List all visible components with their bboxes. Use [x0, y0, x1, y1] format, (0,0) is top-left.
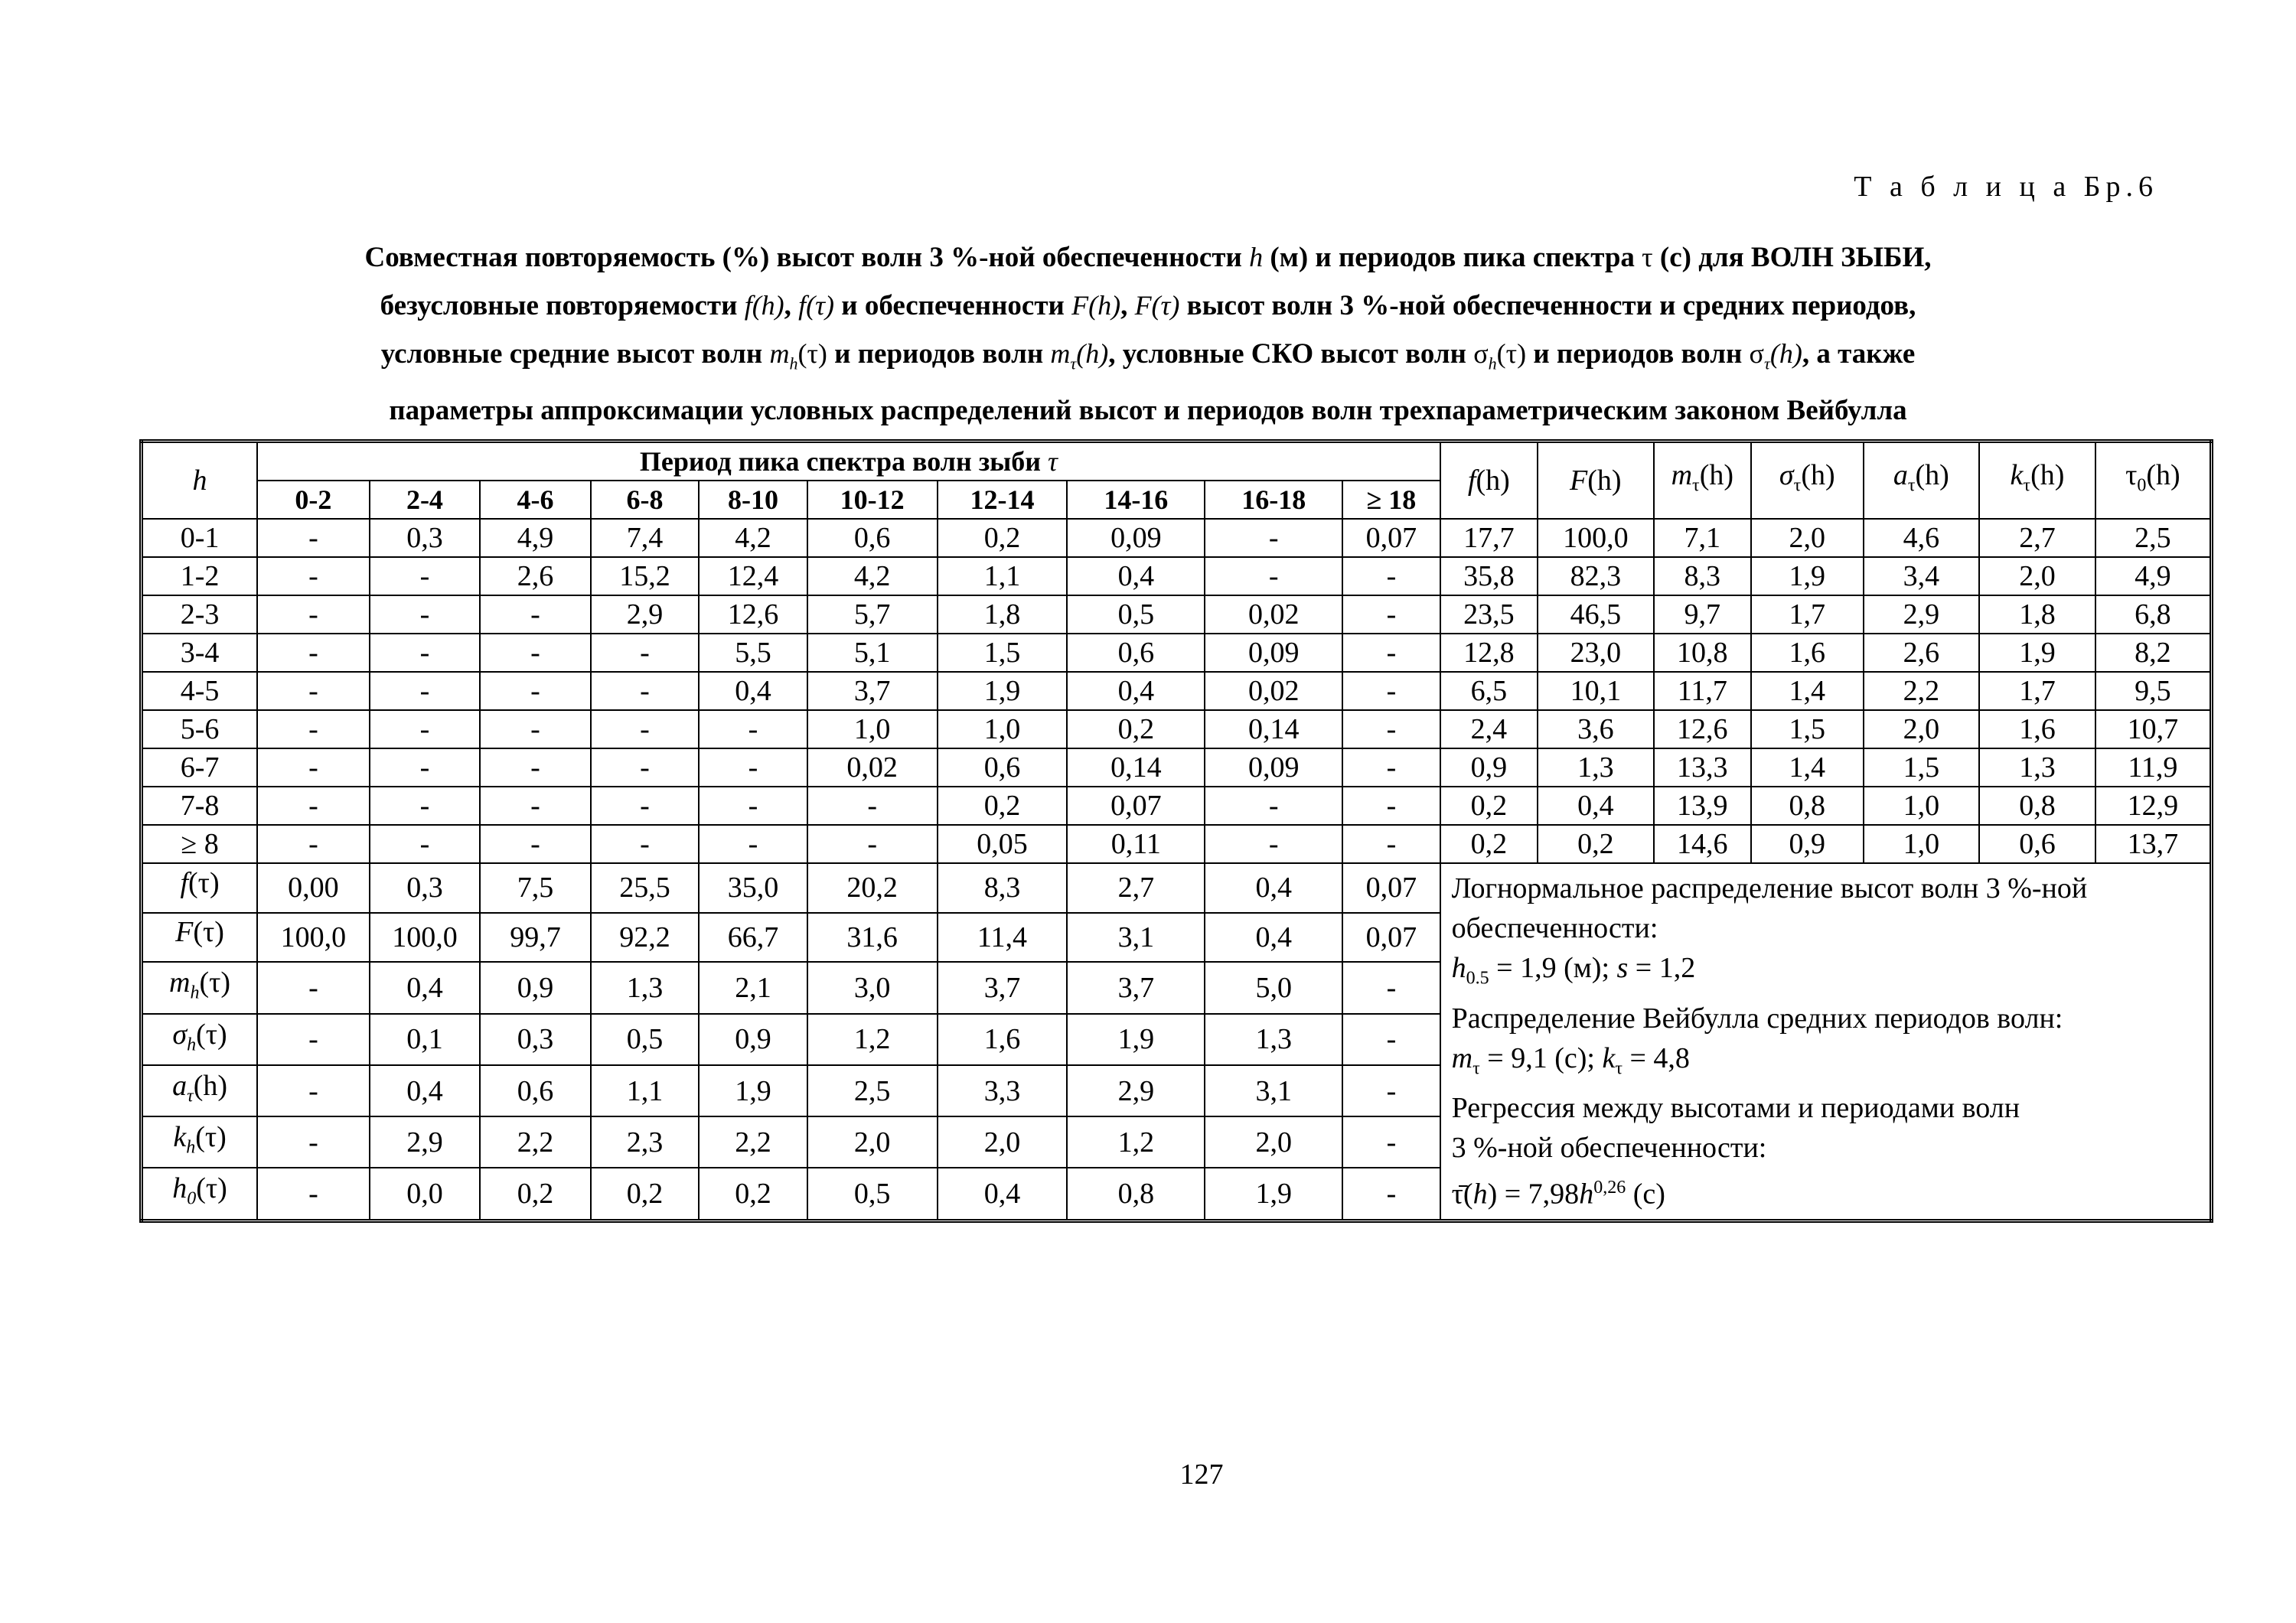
value-cell: 3,3: [938, 1065, 1068, 1116]
frequency-cell: 0,02: [1205, 672, 1342, 710]
frequency-cell: -: [1342, 787, 1440, 825]
statistic-cell: 9,7: [1654, 595, 1751, 634]
value-cell: 3,1: [1205, 1065, 1342, 1116]
frequency-cell: -: [480, 787, 591, 825]
frequency-cell: 1,9: [938, 672, 1068, 710]
frequency-cell: 2,6: [480, 557, 591, 595]
statistic-cell: 10,1: [1538, 672, 1654, 710]
table-row: [142, 825, 2212, 863]
statistic-cell: 3,6: [1538, 710, 1654, 748]
value-cell: 0,4: [370, 962, 481, 1013]
frequency-cell: -: [591, 634, 700, 672]
statistic-cell: 12,9: [2095, 787, 2212, 825]
frequency-cell: -: [591, 710, 700, 748]
value-cell: 3,7: [938, 962, 1068, 1013]
statistic-cell: 0,4: [1538, 787, 1654, 825]
frequency-cell: -: [1342, 825, 1440, 863]
statistic-cell: 10,7: [2095, 710, 2212, 748]
frequency-cell: 0,14: [1067, 748, 1205, 787]
statistic-cell: 7,1: [1654, 519, 1751, 557]
frequency-cell: -: [257, 519, 370, 557]
value-cell: 8,3: [938, 863, 1068, 913]
frequency-cell: 5,5: [699, 634, 807, 672]
frequency-cell: -: [1342, 748, 1440, 787]
frequency-cell: 0,6: [1067, 634, 1205, 672]
table-label: Т а б л и ц а Бр.6: [1854, 171, 2158, 203]
statistic-cell: 3,4: [1864, 557, 1980, 595]
frequency-cell: -: [1205, 557, 1342, 595]
frequency-cell: 0,6: [807, 519, 938, 557]
value-cell: 2,1: [699, 962, 807, 1013]
statistic-cell: 11,9: [2095, 748, 2212, 787]
statistic-cell: 6,8: [2095, 595, 2212, 634]
frequency-cell: -: [591, 787, 700, 825]
value-cell: 0,3: [370, 863, 481, 913]
statistic-cell: 0,9: [1751, 825, 1864, 863]
statistic-cell: 100,0: [1538, 519, 1654, 557]
period-column-header: 10-12: [807, 481, 938, 519]
frequency-cell: -: [699, 825, 807, 863]
statistic-cell: 23,5: [1440, 595, 1538, 634]
frequency-cell: 1,0: [807, 710, 938, 748]
caption-line-4: параметры аппроксимации условных распределений высот и периодов волн трехпараметрическим законом Вейбулла: [389, 395, 1907, 427]
table-row: [142, 672, 2212, 710]
frequency-cell: -: [257, 825, 370, 863]
right-header: $\tau_0(h)$: [2095, 442, 2212, 520]
statistic-cell: 2,6: [1864, 634, 1980, 672]
row-label-cell: $\sigma_h(\tau)$: [142, 1014, 258, 1065]
frequency-cell: 0,07: [1067, 787, 1205, 825]
frequency-cell: -: [1342, 672, 1440, 710]
frequency-cell: 2,9: [591, 595, 700, 634]
frequency-cell: -: [480, 710, 591, 748]
frequency-cell: -: [1342, 634, 1440, 672]
statistic-cell: 1,4: [1751, 748, 1864, 787]
frequency-cell: -: [807, 787, 938, 825]
value-cell: 0,4: [370, 1065, 481, 1116]
value-cell: 0,9: [480, 962, 591, 1013]
value-cell: 92,2: [591, 913, 700, 963]
frequency-cell: 4,2: [699, 519, 807, 557]
statistic-cell: 0,8: [1751, 787, 1864, 825]
frequency-cell: 0,02: [1205, 595, 1342, 634]
table-row: [142, 595, 2212, 634]
value-cell: 20,2: [807, 863, 938, 913]
frequency-cell: 15,2: [591, 557, 700, 595]
statistic-cell: 0,2: [1440, 825, 1538, 863]
statistic-cell: 12,6: [1654, 710, 1751, 748]
value-cell: 1,9: [1205, 1168, 1342, 1221]
statistic-cell: 0,6: [1979, 825, 2095, 863]
statistic-cell: 1,8: [1979, 595, 2095, 634]
table-row: [142, 787, 2212, 825]
frequency-cell: 1,5: [938, 634, 1068, 672]
value-cell: 1,2: [807, 1014, 938, 1065]
h-range-cell: 6-7: [142, 748, 258, 787]
value-cell: 0,1: [370, 1014, 481, 1065]
frequency-cell: 0,5: [1067, 595, 1205, 634]
frequency-cell: 0,02: [807, 748, 938, 787]
value-cell: 3,1: [1067, 913, 1205, 963]
frequency-cell: 0,2: [1067, 710, 1205, 748]
value-cell: 0,2: [591, 1168, 700, 1221]
statistic-cell: 1,5: [1864, 748, 1980, 787]
frequency-cell: -: [1342, 557, 1440, 595]
value-cell: 66,7: [699, 913, 807, 963]
statistic-cell: 0,2: [1440, 787, 1538, 825]
table-body: [142, 519, 2212, 1221]
table-row: [142, 557, 2212, 595]
statistic-cell: 23,0: [1538, 634, 1654, 672]
value-cell: 3,0: [807, 962, 938, 1013]
statistic-cell: 1,9: [1979, 634, 2095, 672]
frequency-cell: -: [370, 634, 481, 672]
distribution-note: Логнормальное распределение высот волн 3 %-ной обеспеченности: $h_{0.5} = 1,9$ (м); s = 1,2 Распределение Вейбулла средних периодов волн: $m_\tau = 9,1$ (с); $k_\tau = 4,8$ Регрессия между высотами и периодами волн 3 %-ной обеспеченности: τ̄(h) = $7,98h^{0,26}$ (с): [1440, 863, 2212, 1221]
h-header: h: [142, 442, 258, 520]
caption-line-1: Совместная повторяемость (%) высот волн 3 %-ной обеспеченности h (м) и периодов пика спектра τ (с) для ВОЛН ЗЫБИ,: [364, 242, 1932, 273]
statistic-cell: 0,9: [1440, 748, 1538, 787]
frequency-cell: -: [1205, 787, 1342, 825]
frequency-cell: 0,4: [699, 672, 807, 710]
frequency-cell: 0,3: [370, 519, 481, 557]
row-label-cell: $h_0(\tau)$: [142, 1168, 258, 1221]
period-column-header: 14-16: [1067, 481, 1205, 519]
table-row: [142, 634, 2212, 672]
frequency-cell: 0,09: [1067, 519, 1205, 557]
statistic-cell: 12,8: [1440, 634, 1538, 672]
value-cell: 1,3: [1205, 1014, 1342, 1065]
frequency-cell: 0,09: [1205, 748, 1342, 787]
value-cell: 35,0: [699, 863, 807, 913]
value-cell: 99,7: [480, 913, 591, 963]
frequency-cell: 0,07: [1342, 519, 1440, 557]
frequency-cell: -: [480, 825, 591, 863]
frequency-cell: -: [257, 557, 370, 595]
value-cell: 0,9: [699, 1014, 807, 1065]
statistic-cell: 13,7: [2095, 825, 2212, 863]
h-range-cell: 1-2: [142, 557, 258, 595]
frequency-cell: 1,8: [938, 595, 1068, 634]
row-label-cell: $a_\tau(h)$: [142, 1065, 258, 1116]
statistic-cell: 4,6: [1864, 519, 1980, 557]
table-caption: [115, 233, 2181, 435]
caption-line-2: безусловные повторяемости f(h), f(τ) и обеспеченности F(h), F(τ) высот волн 3 %-ной обеспеченности и средних периодов,: [380, 290, 1916, 321]
frequency-cell: -: [257, 634, 370, 672]
statistic-cell: 8,3: [1654, 557, 1751, 595]
frequency-cell: 12,4: [699, 557, 807, 595]
frequency-cell: 0,09: [1205, 634, 1342, 672]
frequency-cell: 4,2: [807, 557, 938, 595]
frequency-cell: 0,05: [938, 825, 1068, 863]
value-cell: 0,2: [480, 1168, 591, 1221]
statistic-cell: 1,9: [1751, 557, 1864, 595]
frequency-cell: 5,7: [807, 595, 938, 634]
frequency-cell: -: [480, 595, 591, 634]
period-column-header: 8-10: [699, 481, 807, 519]
frequency-cell: -: [591, 825, 700, 863]
value-cell: 11,4: [938, 913, 1068, 963]
statistic-cell: 46,5: [1538, 595, 1654, 634]
value-cell: 0,5: [807, 1168, 938, 1221]
value-cell: 100,0: [257, 913, 370, 963]
value-cell: 0,00: [257, 863, 370, 913]
statistic-cell: 10,8: [1654, 634, 1751, 672]
frequency-cell: 12,6: [699, 595, 807, 634]
value-cell: -: [257, 1065, 370, 1116]
statistic-cell: 11,7: [1654, 672, 1751, 710]
frequency-cell: 1,0: [938, 710, 1068, 748]
value-cell: 0,8: [1067, 1168, 1205, 1221]
frequency-cell: -: [257, 787, 370, 825]
h-range-cell: 3-4: [142, 634, 258, 672]
value-cell: 0,0: [370, 1168, 481, 1221]
value-cell: -: [1342, 1168, 1440, 1221]
value-cell: 2,3: [591, 1116, 700, 1168]
frequency-cell: -: [807, 825, 938, 863]
frequency-cell: -: [591, 748, 700, 787]
value-cell: 31,6: [807, 913, 938, 963]
value-cell: 1,9: [1067, 1014, 1205, 1065]
frequency-cell: 0,11: [1067, 825, 1205, 863]
value-cell: 2,9: [370, 1116, 481, 1168]
value-cell: 7,5: [480, 863, 591, 913]
statistic-cell: 9,5: [2095, 672, 2212, 710]
frequency-cell: -: [1205, 825, 1342, 863]
value-cell: 0,3: [480, 1014, 591, 1065]
page-number: 127: [1179, 1458, 1224, 1491]
frequency-cell: 3,7: [807, 672, 938, 710]
statistic-cell: 1,4: [1751, 672, 1864, 710]
value-cell: 2,0: [1205, 1116, 1342, 1168]
value-cell: 3,7: [1067, 962, 1205, 1013]
value-cell: -: [1342, 1116, 1440, 1168]
row-label-cell: f(τ): [142, 863, 258, 913]
period-header: Период пика спектра волн зыби τ: [257, 442, 1440, 481]
frequency-cell: 5,1: [807, 634, 938, 672]
frequency-cell: 0,4: [1067, 557, 1205, 595]
caption-line-3: условные средние высот волн $m_h(\tau)$ и периодов волн $m_\tau(h)$, условные СКО высот волн $\sigma_h(\tau)$ и периодов волн $\sigma_\tau(h)$, а также: [380, 338, 1916, 373]
frequency-cell: -: [1205, 519, 1342, 557]
h-range-cell: 4-5: [142, 672, 258, 710]
row-label-cell: $k_h(\tau)$: [142, 1116, 258, 1168]
frequency-cell: -: [370, 748, 481, 787]
right-header: f(h): [1440, 442, 1538, 520]
h-range-cell: 0-1: [142, 519, 258, 557]
frequency-cell: -: [370, 787, 481, 825]
period-column-header: ≥ 18: [1342, 481, 1440, 519]
frequency-cell: -: [591, 672, 700, 710]
frequency-cell: -: [699, 710, 807, 748]
h-range-cell: ≥ 8: [142, 825, 258, 863]
h-range-cell: 2-3: [142, 595, 258, 634]
frequency-cell: 1,1: [938, 557, 1068, 595]
right-header: F(h): [1538, 442, 1654, 520]
frequency-cell: 4,9: [480, 519, 591, 557]
statistic-cell: 17,7: [1440, 519, 1538, 557]
row-label-cell: $m_h(\tau)$: [142, 962, 258, 1013]
frequency-cell: -: [370, 595, 481, 634]
statistic-cell: 2,0: [1864, 710, 1980, 748]
value-cell: 2,2: [480, 1116, 591, 1168]
value-cell: 1,9: [699, 1065, 807, 1116]
statistic-cell: 35,8: [1440, 557, 1538, 595]
statistic-cell: 1,5: [1751, 710, 1864, 748]
frequency-cell: 0,4: [1067, 672, 1205, 710]
value-cell: 0,4: [1205, 863, 1342, 913]
right-header: $a_\tau(h)$: [1864, 442, 1980, 520]
value-cell: 2,5: [807, 1065, 938, 1116]
statistic-cell: 1,6: [1979, 710, 2095, 748]
frequency-cell: -: [480, 672, 591, 710]
value-cell: -: [257, 1014, 370, 1065]
h-range-cell: 5-6: [142, 710, 258, 748]
frequency-cell: 0,6: [938, 748, 1068, 787]
wave-table: [139, 439, 2213, 1223]
frequency-cell: -: [699, 748, 807, 787]
table-row: [142, 710, 2212, 748]
frequency-cell: 0,2: [938, 519, 1068, 557]
statistic-cell: 14,6: [1654, 825, 1751, 863]
right-header: $\sigma_\tau(h)$: [1751, 442, 1864, 520]
frequency-cell: -: [370, 557, 481, 595]
statistic-cell: 1,7: [1751, 595, 1864, 634]
value-cell: -: [1342, 1014, 1440, 1065]
statistic-cell: 2,4: [1440, 710, 1538, 748]
frequency-cell: -: [257, 595, 370, 634]
value-cell: 1,6: [938, 1014, 1068, 1065]
frequency-cell: -: [370, 672, 481, 710]
value-cell: 0,4: [938, 1168, 1068, 1221]
h-range-cell: 7-8: [142, 787, 258, 825]
table-row: [142, 519, 2212, 557]
frequency-cell: -: [480, 634, 591, 672]
statistic-cell: 2,0: [1979, 557, 2095, 595]
value-cell: 0,2: [699, 1168, 807, 1221]
value-cell: 0,4: [1205, 913, 1342, 963]
statistic-cell: 1,6: [1751, 634, 1864, 672]
value-cell: 2,0: [938, 1116, 1068, 1168]
frequency-cell: 0,2: [938, 787, 1068, 825]
value-cell: 1,1: [591, 1065, 700, 1116]
statistic-cell: 0,2: [1538, 825, 1654, 863]
period-column-header: 0-2: [257, 481, 370, 519]
value-cell: -: [257, 962, 370, 1013]
statistic-cell: 1,0: [1864, 825, 1980, 863]
statistic-cell: 1,3: [1538, 748, 1654, 787]
value-cell: 100,0: [370, 913, 481, 963]
value-cell: -: [257, 1168, 370, 1221]
frequency-cell: -: [1342, 595, 1440, 634]
period-column-header: 16-18: [1205, 481, 1342, 519]
value-cell: 0,5: [591, 1014, 700, 1065]
period-column-header: 2-4: [370, 481, 481, 519]
statistic-cell: 6,5: [1440, 672, 1538, 710]
header-row-1: [142, 442, 2212, 481]
value-cell: 0,07: [1342, 913, 1440, 963]
period-column-header: 4-6: [480, 481, 591, 519]
statistic-cell: 2,5: [2095, 519, 2212, 557]
statistic-cell: 4,9: [2095, 557, 2212, 595]
value-cell: -: [1342, 1065, 1440, 1116]
statistic-cell: 1,3: [1979, 748, 2095, 787]
value-cell: 0,6: [480, 1065, 591, 1116]
value-cell: 2,7: [1067, 863, 1205, 913]
statistic-cell: 13,3: [1654, 748, 1751, 787]
statistic-cell: 2,7: [1979, 519, 2095, 557]
value-cell: 5,0: [1205, 962, 1342, 1013]
value-cell: 2,2: [699, 1116, 807, 1168]
statistic-cell: 2,0: [1751, 519, 1864, 557]
frequency-cell: 0,14: [1205, 710, 1342, 748]
statistic-cell: 82,3: [1538, 557, 1654, 595]
frequency-cell: -: [257, 672, 370, 710]
value-cell: 2,0: [807, 1116, 938, 1168]
value-cell: 25,5: [591, 863, 700, 913]
statistic-cell: 2,2: [1864, 672, 1980, 710]
period-column-header: 6-8: [591, 481, 700, 519]
value-cell: 0,07: [1342, 863, 1440, 913]
statistic-cell: 8,2: [2095, 634, 2212, 672]
frequency-cell: -: [1342, 710, 1440, 748]
row-label-cell: F(τ): [142, 913, 258, 963]
period-column-header: 12-14: [938, 481, 1068, 519]
value-cell: 2,9: [1067, 1065, 1205, 1116]
table-row: [142, 863, 2212, 913]
value-cell: -: [257, 1116, 370, 1168]
statistic-cell: 1,7: [1979, 672, 2095, 710]
statistic-cell: 1,0: [1864, 787, 1980, 825]
frequency-cell: 7,4: [591, 519, 700, 557]
frequency-cell: -: [370, 825, 481, 863]
statistic-cell: 0,8: [1979, 787, 2095, 825]
right-header: $k_\tau(h)$: [1979, 442, 2095, 520]
frequency-cell: -: [480, 748, 591, 787]
statistic-cell: 2,9: [1864, 595, 1980, 634]
frequency-cell: -: [257, 710, 370, 748]
table-row: [142, 748, 2212, 787]
frequency-cell: -: [257, 748, 370, 787]
frequency-cell: -: [370, 710, 481, 748]
value-cell: 1,2: [1067, 1116, 1205, 1168]
value-cell: -: [1342, 962, 1440, 1013]
value-cell: 1,3: [591, 962, 700, 1013]
statistic-cell: 13,9: [1654, 787, 1751, 825]
right-header: $m_\tau(h)$: [1654, 442, 1751, 520]
frequency-cell: -: [699, 787, 807, 825]
